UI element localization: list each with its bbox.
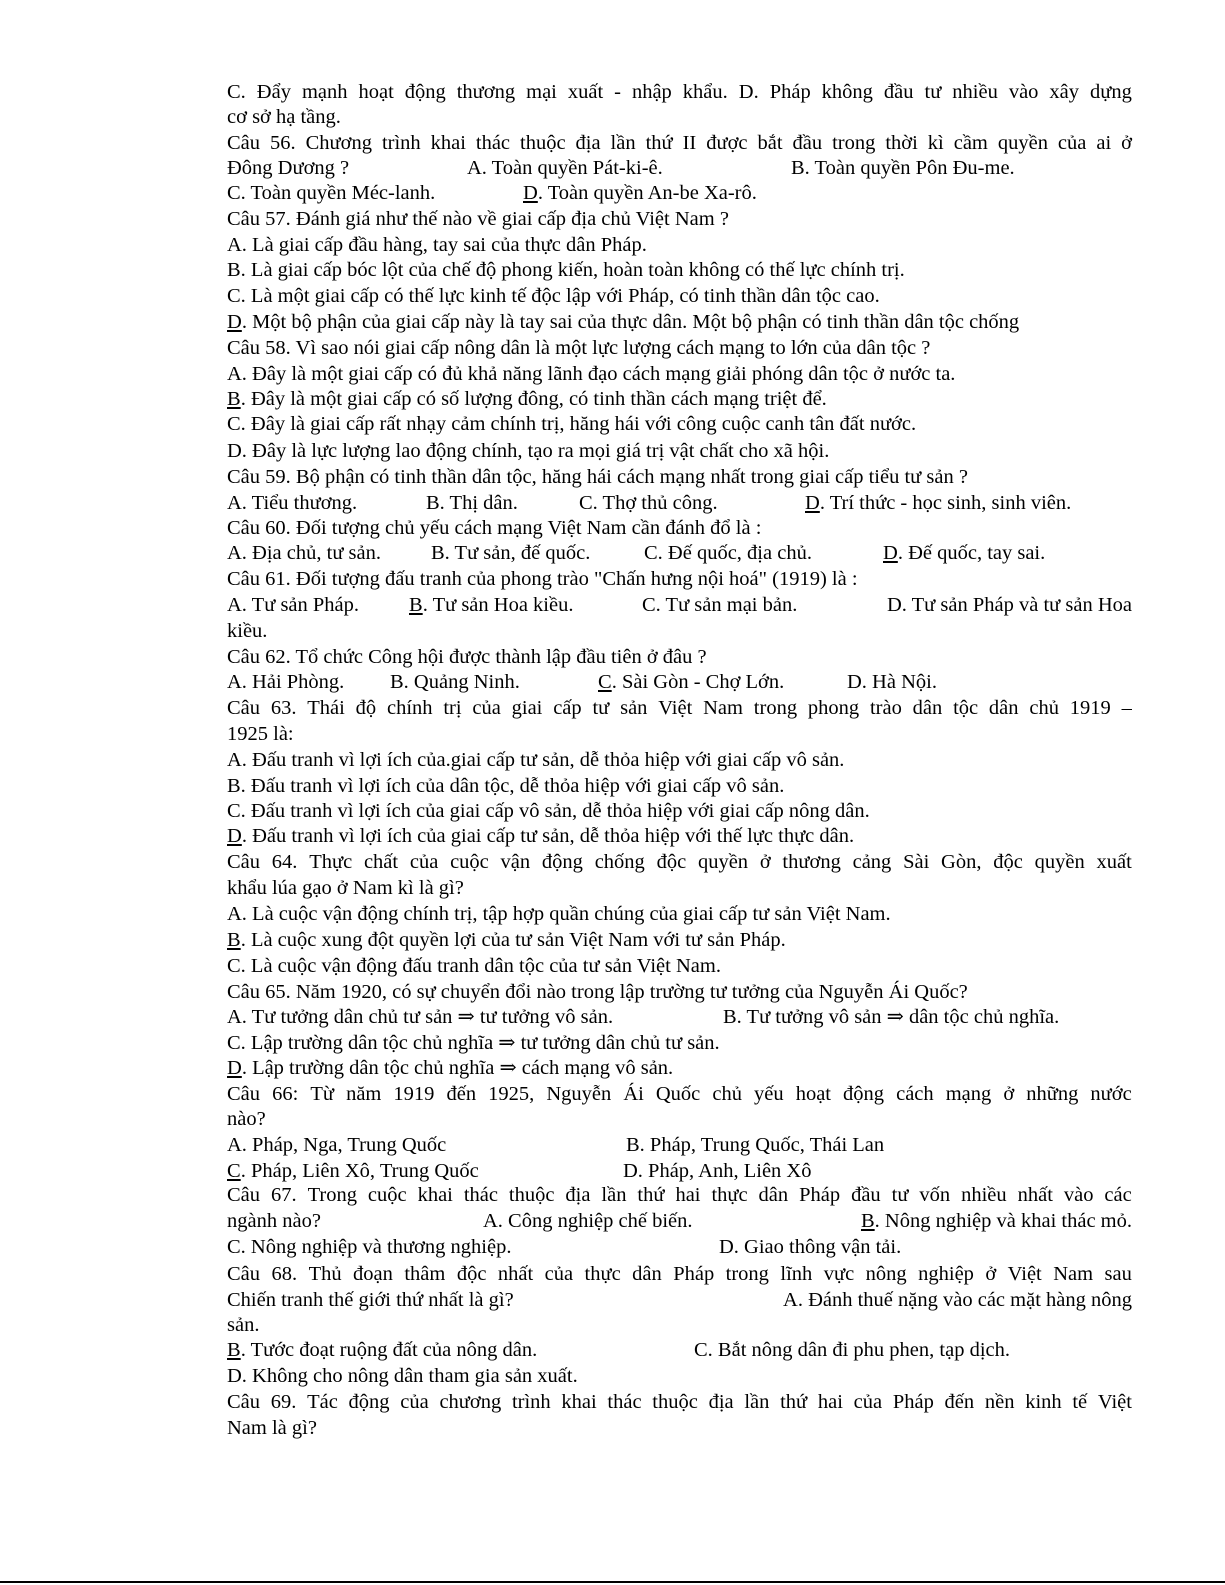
option-d: D. Pháp, Anh, Liên Xô	[623, 1160, 812, 1182]
word: thuộc	[520, 132, 566, 154]
word: thương	[782, 851, 841, 873]
word: cuộc	[450, 851, 489, 873]
word: của	[409, 851, 439, 873]
word: Câu	[227, 851, 261, 873]
word: thác	[607, 1391, 642, 1413]
option-a: A. Địa chủ, tư sản.	[227, 542, 382, 564]
option-a: A. Đây là một giai cấp có đủ khả năng lãnh đạo cách mạng giải phóng dân tộc ở nước ta.	[227, 363, 956, 385]
word: Pháp	[769, 81, 811, 103]
word: đến	[446, 1083, 477, 1105]
word: quyền	[1034, 851, 1085, 873]
word: Pháp	[673, 1263, 715, 1285]
question-58: Câu 58. Vì sao nói giai cấp nông dân là một lực lượng cách mạng to lớn của dân tộc ?	[227, 337, 931, 359]
word: vào	[1008, 81, 1039, 103]
option-b-correct	[409, 593, 573, 618]
option-c: C. Tư sản mại bản.	[642, 594, 798, 616]
word: đầu	[883, 81, 914, 103]
option-c: C. Là cuộc vận động đấu tranh dân tộc của tư sản Việt Nam.	[227, 955, 721, 977]
option-b: B. Tư sản, đế quốc.	[431, 542, 591, 564]
word: hoạt	[795, 1083, 831, 1105]
text-line: khẩu lúa gạo ở Nam kì là gì?	[227, 877, 464, 899]
option-b: B. Là giai cấp bóc lột của chế độ phong kiến, hoàn toàn không có thế lực chính trị.	[227, 259, 905, 281]
word: giai	[511, 697, 543, 719]
answer-mark: B	[227, 929, 241, 951]
word: năm	[346, 1083, 382, 1105]
question-57: Câu 57. Đánh giá như thế nào về giai cấp địa chủ Việt Nam ?	[227, 208, 729, 230]
option-b: B. Pháp, Trung Quốc, Thái Lan	[626, 1134, 885, 1156]
word: đoạn	[353, 1263, 393, 1285]
option-c: C. Thợ thủ công.	[579, 492, 718, 514]
question-60: Câu 60. Đối tượng chủ yếu cách mạng Việt Nam cần đánh đổ là :	[227, 517, 762, 539]
word: Câu	[227, 1391, 261, 1413]
word: động	[541, 851, 583, 873]
question-64	[227, 850, 1132, 875]
word: chất	[363, 851, 399, 873]
word: của	[472, 697, 501, 719]
word: Pháp	[892, 1391, 934, 1413]
question-69	[227, 1390, 1132, 1415]
word: khẩu.	[682, 81, 728, 103]
text-line: cơ sở hạ tầng.	[227, 106, 341, 128]
answer-mark: B	[860, 1210, 875, 1232]
word: đến	[944, 1391, 975, 1413]
word: Ái	[623, 1083, 644, 1105]
word: đầu	[851, 1184, 881, 1206]
word: Nguyễn	[546, 1083, 612, 1105]
word: Gòn,	[941, 851, 982, 873]
question-66	[227, 1082, 1132, 1107]
question-65: Câu 65. Năm 1920, có sự chuyển đổi nào trong lập trường tư tưởng của Nguyễn Ái Quốc?	[227, 981, 968, 1003]
word: tư	[592, 697, 610, 719]
option-text: . Trí thức - học sinh, sinh viên.	[819, 492, 1072, 514]
word: xuất	[1096, 851, 1132, 873]
word: vốn	[919, 1184, 951, 1206]
word: nước	[1090, 1083, 1132, 1105]
word: chương	[439, 1391, 502, 1413]
word: dân	[758, 1184, 789, 1206]
option-c-correct	[227, 1159, 479, 1184]
word: Thực	[309, 851, 353, 873]
word: Nam	[1053, 1263, 1094, 1285]
option-c: C. Đế quốc, địa chủ.	[644, 542, 812, 564]
option-c: C. Đấu tranh vì lợi ích của giai cấp vô sản, dễ thỏa hiệp với giai cấp nông dân.	[227, 800, 870, 822]
word: dân	[988, 697, 1019, 719]
word: khai	[417, 1184, 453, 1206]
word: hai	[817, 1391, 843, 1413]
word: địa	[708, 1391, 734, 1413]
word: thứ	[645, 132, 673, 154]
word: ở	[1121, 132, 1132, 154]
word: bắt	[757, 132, 783, 154]
option-text: . Sài Gòn - Chợ Lớn.	[611, 671, 785, 693]
word: kinh	[1025, 1391, 1062, 1413]
option-a: A. Đánh thuế nặng vào các mặt hàng nông	[783, 1289, 1132, 1311]
word: các	[1104, 1184, 1132, 1206]
word: độc	[993, 851, 1023, 873]
option-c: C. Là một giai cấp có thế lực kinh tế độc lập với Pháp, có tinh thần dân tộc cao.	[227, 285, 880, 307]
word: trị	[443, 697, 462, 719]
option-b: B. Quảng Ninh.	[390, 671, 520, 693]
word: 1919	[393, 1083, 435, 1105]
option-b: B. Toàn quyền Pôn Đu-me.	[791, 157, 1015, 179]
word: Thái	[307, 697, 345, 719]
option-d-correct	[523, 181, 757, 206]
word: 67.	[270, 1184, 297, 1206]
word: thực	[711, 1184, 748, 1206]
option-d-correct	[227, 1056, 1132, 1081]
word: đầu	[792, 132, 823, 154]
word: mạnh	[301, 81, 348, 103]
word: quyền	[997, 132, 1048, 154]
answer-mark: D	[805, 492, 820, 514]
word: tư	[924, 81, 942, 103]
option-c: C. Lập trường dân tộc chủ nghĩa ⇒ tư tưởng dân chủ tư sản.	[227, 1032, 720, 1054]
text-line: Nam là gì?	[227, 1417, 317, 1439]
word: của	[544, 1263, 574, 1285]
word: ai	[1096, 132, 1112, 154]
word: nhập	[631, 81, 672, 103]
option-a: A. Là cuộc vận động chính trị, tập hợp quần chúng của giai cấp tư sản Việt Nam.	[227, 903, 891, 925]
option-a: A. Là giai cấp đầu hàng, tay sai của thực dân Pháp.	[227, 234, 647, 256]
question-63	[227, 696, 1132, 721]
word: thuộc	[508, 1184, 555, 1206]
word: lần	[610, 132, 636, 154]
word: xây	[1049, 81, 1080, 103]
word: tộc	[953, 697, 979, 719]
answer-mark: B	[227, 1339, 241, 1361]
word: Câu	[227, 1263, 261, 1285]
option-c-correct	[598, 670, 784, 695]
option-a: A. Đấu tranh vì lợi ích của.giai cấp tư sản, dễ thỏa hiệp với giai cấp vô sản.	[227, 749, 845, 771]
text-segment: ngành nào?	[227, 1210, 321, 1232]
option-c: C. Toàn quyền Méc-lanh.	[227, 182, 436, 204]
word: vực	[823, 1263, 855, 1285]
word: thời	[885, 132, 918, 154]
option-text: . Một bộ phận của giai cấp này là tay sai của thực dân. Một bộ phận có tinh thần dân tộc chống	[241, 311, 1020, 333]
answer-mark: C	[227, 1160, 241, 1182]
word: nhiều	[961, 1184, 1007, 1206]
word: thác	[463, 1184, 498, 1206]
word: D.	[738, 81, 759, 103]
word: không	[821, 81, 873, 103]
option-a: A. Tư sản Pháp.	[227, 594, 360, 616]
word: thực	[584, 1263, 621, 1285]
word: 68.	[271, 1263, 298, 1285]
option-d: D. Tư sản Pháp và tư sản Hoa	[886, 594, 1132, 616]
word: vận	[500, 851, 531, 873]
word: động	[348, 1391, 390, 1413]
text-segment: Chiến tranh thế giới thứ nhất là gì?	[227, 1289, 514, 1311]
option-d: D. Giao thông vận tải.	[719, 1236, 902, 1258]
word: thương	[456, 81, 516, 103]
word: 63.	[270, 697, 297, 719]
word: cuộc	[367, 1184, 407, 1206]
word: thuộc	[652, 1391, 698, 1413]
word: ở	[1003, 1083, 1015, 1105]
word: Pháp	[799, 1184, 841, 1206]
word: Trong	[307, 1184, 357, 1206]
word: ở	[985, 1263, 997, 1285]
answer-mark: D	[227, 1057, 242, 1079]
option-d-correct	[227, 824, 1132, 849]
word: độ	[355, 697, 377, 719]
option-text: . Lập trường dân tộc chủ nghĩa ⇒ cách mạng vô sản.	[241, 1057, 674, 1079]
word: 64.	[271, 851, 298, 873]
word: trào	[869, 697, 902, 719]
word: Từ	[310, 1083, 334, 1105]
question-68	[227, 1262, 1132, 1287]
word: Đẩy	[256, 81, 291, 103]
word: địa	[565, 1184, 591, 1206]
word: ở	[759, 851, 771, 873]
question-59: Câu 59. Bộ phận có tinh thần dân tộc, hăng hái cách mạng nhất trong giai cấp tiểu tư sản ?	[227, 466, 968, 488]
question-67	[227, 1183, 1132, 1208]
word: thứ	[780, 1391, 808, 1413]
word: thác	[475, 132, 511, 154]
text-line: 1925 là:	[227, 723, 294, 745]
word: Câu	[227, 1083, 261, 1105]
word: của	[853, 1391, 883, 1413]
text-line	[227, 80, 1132, 105]
word: cách	[896, 1083, 934, 1105]
text-segment: Đông Dương ?	[227, 157, 350, 179]
option-text: . Đấu tranh vì lợi ích của giai cấp tư sản, dễ thỏa hiệp với thế lực thực dân.	[241, 825, 855, 847]
word: dựng	[1090, 81, 1132, 103]
word: lần	[744, 1391, 770, 1413]
answer-mark: D	[227, 311, 242, 333]
word: chủ	[1029, 697, 1059, 719]
word: II	[682, 132, 697, 154]
option-b: B. Tư tưởng vô sản ⇒ dân tộc chủ nghĩa.	[723, 1006, 1060, 1028]
text-line: kiều.	[227, 620, 268, 642]
option-d: D. Không cho nông dân tham gia sản xuất.	[227, 1365, 578, 1387]
word: độc	[656, 851, 687, 873]
option-d: D. Hà Nội.	[847, 671, 937, 693]
word: 1919	[1069, 697, 1111, 719]
word: Thủ	[308, 1263, 342, 1285]
answer-mark: D	[227, 825, 242, 847]
word: Việt	[1007, 1263, 1042, 1285]
option-c: C. Bắt nông dân đi phu phen, tạp dịch.	[694, 1339, 1010, 1361]
option-d-correct	[883, 541, 1045, 566]
footer-rule	[0, 1581, 1225, 1583]
word: khai	[430, 132, 466, 154]
word: trình	[511, 1391, 551, 1413]
word: trong	[725, 1263, 769, 1285]
word: 66:	[272, 1083, 299, 1105]
word: sản	[620, 697, 648, 719]
word: -	[614, 81, 621, 103]
word: hoạt	[358, 81, 394, 103]
option-d-correct	[227, 310, 1132, 335]
word: hai	[675, 1184, 701, 1206]
option-b-correct	[861, 1209, 1132, 1234]
word: nhiều	[952, 81, 998, 103]
option-d: D. Đây là lực lượng lao động chính, tạo ra mọi giá trị vật chất cho xã hội.	[227, 440, 830, 462]
word: yếu	[754, 1083, 784, 1105]
word: Sài	[903, 851, 930, 873]
word: Quốc	[655, 1083, 701, 1105]
answer-mark: B	[409, 594, 423, 616]
question-56	[227, 131, 1132, 156]
word: chủ	[712, 1083, 742, 1105]
option-a: A. Pháp, Nga, Trung Quốc	[227, 1134, 447, 1156]
word: cầm	[953, 132, 988, 154]
word: vào	[1063, 1184, 1094, 1206]
word: quyền	[697, 851, 749, 873]
word: khai	[561, 1391, 597, 1413]
word: trong	[753, 697, 798, 719]
option-c: C. Nông nghiệp và thương nghiệp.	[227, 1236, 512, 1258]
option-text: . Tước đoạt ruộng đất của nông dân.	[240, 1339, 538, 1361]
option-text: . Đây là một giai cấp có số lượng đông, có tinh thần cách mạng triệt để.	[240, 388, 827, 410]
word: dân	[632, 1263, 662, 1285]
option-c: C. Đây là giai cấp rất nhạy cảm chính trị, hăng hái với công cuộc canh tân đất nước.	[227, 413, 917, 435]
word: sau	[1104, 1263, 1132, 1285]
option-b-correct	[227, 928, 1132, 953]
word: nền	[984, 1391, 1015, 1413]
answer-mark: D	[883, 542, 898, 564]
text-line: sản.	[227, 1314, 260, 1336]
word: động	[404, 81, 446, 103]
word: dân	[912, 697, 943, 719]
word: của	[400, 1391, 429, 1413]
word: của	[1057, 132, 1087, 154]
option-text: . Tư sản Hoa kiều.	[422, 594, 574, 616]
word: xuất	[567, 81, 604, 103]
word: 1925,	[488, 1083, 535, 1105]
word: cảng	[852, 851, 892, 873]
word: Tác	[307, 1391, 338, 1413]
word: Việt	[1097, 1391, 1132, 1413]
option-d-correct	[805, 491, 1071, 516]
word: Nam	[703, 697, 743, 719]
word: Chương	[305, 132, 372, 154]
word: Câu	[227, 697, 261, 719]
word: 69.	[270, 1391, 297, 1413]
word: động	[843, 1083, 885, 1105]
word: chống	[594, 851, 645, 873]
word: Câu	[227, 1184, 261, 1206]
option-b-correct	[227, 387, 1132, 412]
option-b: B. Thị dân.	[426, 492, 518, 514]
option-a: A. Toàn quyền Pát-ki-ê.	[467, 157, 663, 179]
word: lần	[601, 1184, 627, 1206]
word: Việt	[658, 697, 693, 719]
option-a: A. Công nghiệp chế biến.	[483, 1210, 693, 1232]
question-62: Câu 62. Tổ chức Công hội được thành lập đầu tiên ở đâu ?	[227, 646, 707, 668]
word: địa	[575, 132, 601, 154]
word: những	[1026, 1083, 1079, 1105]
word: nghiệp	[918, 1263, 974, 1285]
word: thứ	[637, 1184, 665, 1206]
answer-mark: B	[227, 388, 241, 410]
option-text: . Đế quốc, tay sai.	[897, 542, 1046, 564]
word: Câu	[227, 132, 261, 154]
word: C.	[227, 81, 246, 103]
option-a: A. Hải Phòng.	[227, 671, 345, 693]
option-text: . Pháp, Liên Xô, Trung Quốc	[240, 1160, 479, 1182]
word: nhất	[497, 1263, 534, 1285]
question-61: Câu 61. Đối tượng đấu tranh của phong trào "Chấn hưng nội hoá" (1919) là :	[227, 568, 858, 590]
option-b-correct	[227, 1338, 537, 1363]
answer-mark: D	[523, 182, 538, 204]
word: –	[1121, 697, 1132, 719]
option-a: A. Tiểu thương.	[227, 492, 358, 514]
word: mạng	[945, 1083, 992, 1105]
word: lĩnh	[780, 1263, 813, 1285]
word: thâm	[404, 1263, 446, 1285]
text-line: nào?	[227, 1108, 266, 1130]
word: phong	[807, 697, 860, 719]
word: chính	[386, 697, 433, 719]
word: độc	[456, 1263, 487, 1285]
option-a: A. Tư tưởng dân chủ tư sản ⇒ tư tưởng vô sản.	[227, 1006, 614, 1028]
option-text: . Nông nghiệp và khai thác mỏ.	[874, 1210, 1132, 1232]
word: tư	[891, 1184, 909, 1206]
word: 56.	[270, 132, 296, 154]
word: nông	[865, 1263, 907, 1285]
option-text: . Là cuộc xung đột quyền lợi của tư sản Việt Nam với tư sản Pháp.	[240, 929, 786, 951]
word: trình	[381, 132, 421, 154]
word: trong	[832, 132, 876, 154]
word: nhất	[1017, 1184, 1053, 1206]
word: kì	[927, 132, 944, 154]
answer-mark: C	[598, 671, 612, 693]
word: cấp	[553, 697, 582, 719]
option-b: B. Đấu tranh vì lợi ích của dân tộc, dễ thỏa hiệp với giai cấp vô sản.	[227, 775, 785, 797]
word: tế	[1072, 1391, 1088, 1413]
option-text: . Toàn quyền An-be Xa-rô.	[537, 182, 757, 204]
word: mại	[526, 81, 557, 103]
word: được	[706, 132, 748, 154]
